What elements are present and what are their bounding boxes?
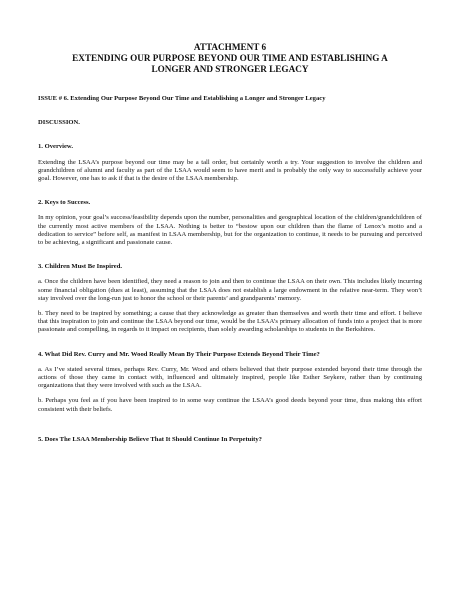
discussion-heading: DISCUSSION. <box>38 119 80 127</box>
section-purpose-beyond-time <box>38 351 422 414</box>
section-overview <box>38 143 422 183</box>
section-heading: 1. Overview. <box>38 143 73 151</box>
section-paragraph: a. As I’ve stated several times, perhaps Rev. Curry, Mr. Wood and others believed that their purpose extended beyond their time through the actions of those they came in contact with, influenced and ultimately inspired, people like Esther Seykere, rather than by continuing organizations that they were involved with such as the LSAA. <box>38 365 422 390</box>
title-line-1: ATTACHMENT 6 <box>193 42 267 52</box>
title-line-3: LONGER AND STRONGER LEGACY <box>151 64 309 74</box>
section-keys-to-success <box>38 199 422 247</box>
section-heading: 2. Keys to Success. <box>38 199 91 207</box>
section-paragraph: b. Perhaps you feel as if you have been inspired to in some way continue the LSAA’s good deeds beyond your time, thus making this effort consistent with their beliefs. <box>38 397 422 413</box>
section-paragraph: b. They need to be inspired by something; a cause that they acknowledge as greater than themselves and worth their time and effort. I believe that this inspiration to join and continue the LSAA beyond our time, would be the LSAA’s primary allocation of funds into a project that is more passionate and compelling, in regards to it impact on recipients, than solely awarding scholarships to students in the Berkshires. <box>38 310 422 334</box>
section-heading: 3. Children Must Be Inspired. <box>38 263 123 271</box>
issue-heading: ISSUE # 6. Extending Our Purpose Beyond Our Time and Establishing a Longer and Stronger Legacy <box>38 95 326 102</box>
section-paragraph: In my opinion, your goal’s success/feasibility depends upon the number, personalities and geographical location of the children/grandchildren of the currently most active members of the LSAA. Nothing is better to “bestow upon our children than the flame of Lenox’s motto and a dedication to service” before self, as manifest in LSAA membership, but for the organization to continue, it needs to be pursuing and perceived to be achieving, a significant and passionate cause. <box>38 214 422 247</box>
title-line-2: EXTENDING OUR PURPOSE BEYOND OUR TIME AND ESTABLISHING A <box>72 53 388 63</box>
section-children-inspired <box>38 263 422 334</box>
section-paragraph: a. Once the children have been identified, they need a reason to join and then to continue the LSAA on their own. This includes likely incurring some financial obligation (dues at least), assuming that the LSAA does not establish a large endowment in the relative near-term. They won’t stay involved over the long-run just to honor the school or their parents’ and grandparents’ memory. <box>38 278 422 302</box>
section-heading: 5. Does The LSAA Membership Believe That It Should Continue In Perpetuity? <box>38 435 262 443</box>
section-paragraph: Extending the LSAA’s purpose beyond our time may be a tall order, but certainly worth a try. Your suggestion to involve the children and grandchildren of alumni and faculty as part of the LSAA would seem to have merit and is probably the only way to successfully achieve your goal. However, one has to ask if that is the desire of the LSAA membership. <box>38 158 422 183</box>
document-title <box>38 42 422 75</box>
section-heading: 4. What Did Rev. Curry and Mr. Wood Really Mean By Their Purpose Extends Beyond Their Time? <box>38 350 320 358</box>
section-perpetuity <box>38 436 422 444</box>
